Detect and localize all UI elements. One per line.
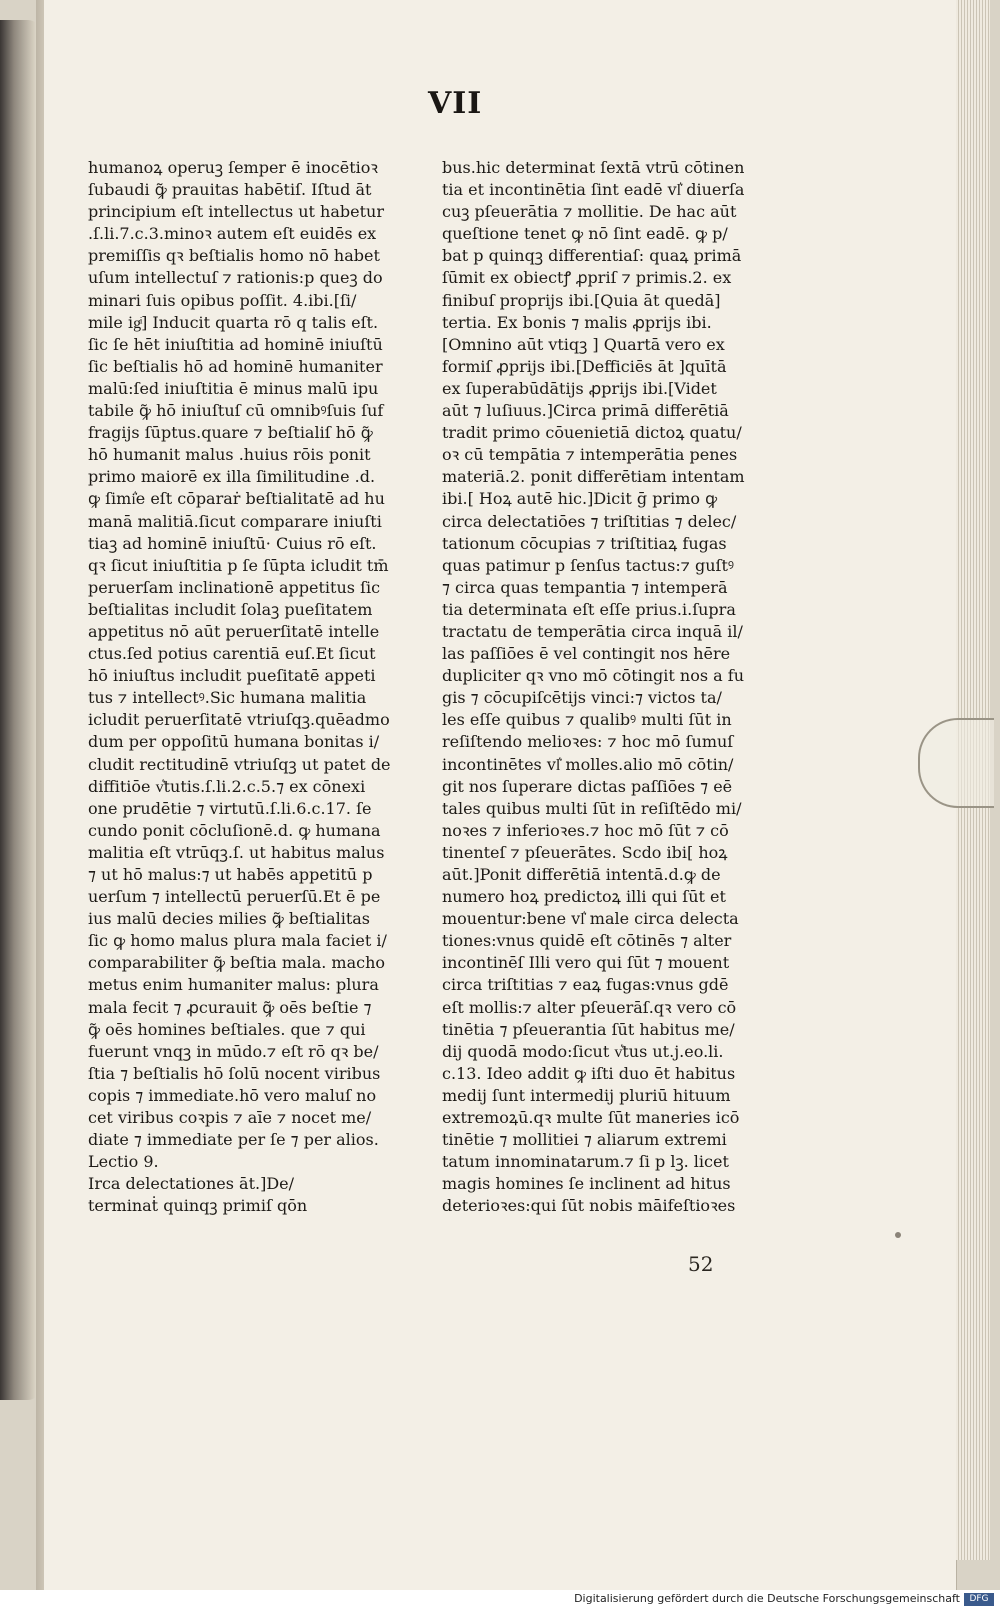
text-line: ſic beſtialis hō ad hominē humaniter [88,356,383,376]
text-line: ⁊ circa quas tempantia ⁊ intemperā [442,577,728,597]
text-line: beſtialitas includit ſolaꝫ pueſitatem [88,599,373,619]
text-line: ⁊ ut hō malus:⁊ ut habēs appetitū p [88,865,373,884]
text-line: tationum cōcupias ⁊ triſtitiaꝝ fugas [442,533,727,553]
text-line: oꝛ cū tempātia ⁊ intemperātia penes [442,445,738,465]
text-line: dupliciter qꝛ vno mō cōtingit nos a fu [442,666,745,686]
text-line: cludit rectitudinē vtriuſqꝫ ut patet de [88,754,391,774]
left-page-edge [0,20,40,1400]
text-line: tractatu de temperātia circa inquā il/ [442,621,743,641]
text-line: numero hoꝝ predictoꝝ illi qui ſūt et [442,887,726,907]
folio-heading: VII [428,86,483,121]
text-line: c.13. Ideo addit ꝙ iſti duo ēt habitus [442,1063,736,1083]
text-line: uerſum ⁊ intellectū peruerſū.Et ē pe [88,887,381,907]
text-line: medij ſunt intermedij pluriū hituum [442,1085,731,1105]
text-line: manā malitiā.ſicut comparare iniuſti [88,511,382,531]
text-line: hō iniuſtus includit pueſitatē appeti [88,666,376,686]
text-line: mile igͥ] Inducit quarta rō q talis eſt. [88,312,379,332]
dfg-logo: DFG [964,1593,994,1606]
text-line: dum per oppoſitū humana bonitas i/ [88,732,380,752]
text-line: noꝛes ⁊ inferioꝛes.⁊ hoc mō ſūt ⁊ cō [442,820,729,840]
text-line: tinētie ⁊ mollitiei ⁊ aliarum extremi [442,1130,727,1150]
text-line: mouentur:bene vl͛ male circa delecta [442,909,739,929]
text-line: ꝙ ſimi͛e eſt cōparaṙ beſtialitatē ad hu [88,489,385,509]
text-line: metus enim humaniter malus: plura [88,975,379,995]
text-line: ſūmit ex obiectꝭ ꝓpriſ ⁊ primis.2. ex [442,268,732,288]
text-line: fuerunt vnqꝫ in mūdo.⁊ eſt rō qꝛ be/ [88,1041,379,1061]
text-line: premiſſis qꝛ beſtialis homo nō habet [88,246,380,266]
text-line: uſum intellectuſ ⁊ rationis:p queꝫ do [88,268,383,288]
text-line: principium eſt intellectus ut habetur [88,202,384,222]
text-line: ſic ſe hēt iniuſtitia ad hominē iniuſtū [88,334,383,354]
text-line: eſt mollis:⁊ alter pſeuerāſ.qꝛ vero cō [442,997,737,1017]
text-column-right [442,157,745,1218]
text-line: [Omnino aūt vtiqꝫ ] Quartā vero ex [442,334,725,354]
text-line: cuꝫ pſeuerātia ⁊ mollitie. De hac aūt [442,202,737,222]
text-line: tinētia ⁊ pſeuerantia ſūt habitus me/ [442,1019,735,1039]
text-line: reſiſtendo melioꝛes: ⁊ hoc mō ſumuſ [442,732,734,752]
text-line: finibuſ proprijs ibi.[Quia āt quedā] [442,290,721,310]
text-line: tinenteſ ⁊ pſeuerātes. Scdo ibi[ hoꝝ [442,842,728,862]
text-line: tiones:vnus quidē eſt cōtinēs ⁊ alter [442,931,732,951]
text-line: tus ⁊ intellectꝰ.Sic humana malitia [88,688,367,708]
text-line: ſubaudi ꝙ͂ prauitas habētiſ. Iſtud āt [88,180,372,200]
text-line: dij quodā modo:ſicut v͛tus ut.j.eo.li. [442,1041,724,1061]
text-line: incontinēſ Illi vero qui ſūt ⁊ mouent [442,953,730,973]
text-line: diffitiōe v͛tutis.ſ.li.2.c.5.⁊ ex cōnexi [88,776,366,796]
text-line: tales quibus multi ſūt in reſiſtēdo mi/ [442,798,742,818]
text-line: ius malū decies milies ꝙ͂ beſtialitas [88,909,371,929]
text-line: deterioꝛes:qui ſūt nobis māifeſtioꝛes [442,1196,736,1216]
text-line: Lectio 9. [88,1152,159,1172]
funding-notice: Digitalisierung gefördert durch die Deutsche Forschungsgemeinschaft [574,1592,960,1605]
text-line: copis ⁊ immediate.hō vero maluſ no [88,1085,377,1105]
text-line: las paſſiōes ē vel contingit nos hēre [442,644,731,664]
clamp-shadow [918,718,994,808]
text-line: tabile ꝙ͂ hō iniuſtuſ cū omnibꝰſuis ſuf [88,401,384,421]
text-line: tradit primo cōuenietiā dictoꝝ quatu/ [442,423,742,443]
text-line: tertia. Ex bonis ⁊ malis ꝓprijs ibi. [442,312,712,332]
text-line: aūt.]Ponit differētiā intentā.d.ꝙ de [442,865,721,884]
text-line: malitia eſt vtrūqꝫ.ſ. ut habitus malus [88,842,385,862]
text-line: circa triſtitias ⁊ eaꝝ fugas:vnus gdē [442,975,729,995]
text-line: ſic ꝙ homo malus plura mala faciet i/ [88,931,387,951]
text-line: les eſſe quibus ⁊ qualibꝰ multi ſūt in [442,710,732,730]
text-line: one prudētie ⁊ virtutū.ſ.li.6.c.17. ſe [88,798,372,818]
text-line: minari ſuis opibus poſſit. 4.ibi.[ſi/ [88,290,357,310]
text-line: diate ⁊ immediate per ſe ⁊ per alios. [88,1130,379,1150]
text-line: ꝙ͂ oēs homines beſtiales. que ⁊ qui [88,1019,366,1039]
text-line: tatum innominatarum.⁊ ſi p lꝫ. licet [442,1152,729,1172]
text-line: mala fecit ⁊ ꝓcurauit ꝙ͂ oēs beſtie ⁊ [88,997,372,1017]
paper-spot [895,1232,901,1238]
text-line: ibi.[ Hoꝝ autē hic.]Dicit ḡ primo ꝙ [442,489,718,509]
text-column-left [88,157,391,1218]
text-line: git nos ſuperare dictas paſſiōes ⁊ eē [442,776,733,796]
text-line: bus.hic determinat ſextā vtrū cōtinen [442,158,745,177]
text-line: tiaꝫ ad hominē iniuſtū· Cuius rō eſt. [88,533,377,553]
text-line: circa delectatiōes ⁊ triſtitias ⁊ delec/ [442,511,737,531]
text-line: icludit peruerſitatē vtriuſqꝫ.quēadmo [88,710,390,730]
text-line: quas patimur p ſenſus tactus:⁊ guſtꝰ [442,555,734,575]
text-line: extremoꝝū.qꝛ multe ſūt maneries icō [442,1108,740,1128]
text-line: bat p quinqꝫ differentiaſ: quaꝝ primā [442,246,742,266]
text-line: malū:ſed iniuſtitia ē minus malū ipu [88,378,379,398]
text-line: incontinētes vl͛ molles.alio mō cōtin/ [442,754,734,774]
text-line: humanoꝝ operuꝫ ſemper ē inocētioꝛ [88,158,378,177]
text-line: aūt ⁊ luſiuus.]Circa primā differētiā [442,401,729,421]
text-line: cet viribus coꝛpis ⁊ aīe ⁊ nocet me/ [88,1108,372,1128]
text-line: tia determinata eſt eſſe prius.i.ſupra [442,599,736,619]
text-line: appetitus nō aūt peruerſitatē intelle [88,621,380,641]
text-line: primo maiorē ex illa ſimilitudine .d. [88,467,376,487]
text-line: hō humanit malus .huius rōis ponit [88,445,371,465]
text-line: ex ſuperabūdātijs ꝓprijs ibi.[Videt [442,378,717,398]
text-line: gis ⁊ cōcupiſcētijs vinci:⁊ victos ta/ [442,688,722,708]
text-line: magis homines ſe inclinent ad hitus [442,1174,731,1194]
footer-bar [0,1590,1000,1609]
text-line: ſtia ⁊ beſtialis hō ſolū nocent viribus [88,1063,381,1083]
text-line: queſtione tenet ꝙ nō ſint eadē. ꝙ p/ [442,224,728,244]
text-line: comparabiliter ꝙ͂ beſtia mala. macho [88,953,386,973]
text-line: Irca delectationes āt.]De/ [88,1174,295,1194]
text-line: qꝛ ſicut iniuſtitia p ſe ſūpta icludit tm̄ [88,555,389,575]
text-line: peruerſam inclinationē appetitus ſic [88,577,381,597]
text-line: formiſ ꝓprijs ibi.[Defficiēs āt ]quītā [442,356,727,376]
text-line: ctus.ſed potius carentiā euſ.Et ſicut [88,644,376,664]
text-line: .ſ.li.7.c.3.minoꝛ autem eſt euidēs ex [88,224,377,244]
text-line: fragijs ſūptus.quare ⁊ beſtialiſ hō ꝙ͂ [88,423,373,443]
text-line: materiā.2. ponit differētiam intentam [442,467,745,487]
text-line: terminaṫ quinqꝫ primiſ qōn [88,1196,308,1216]
text-line: cundo ponit cōcluſionē.d. ꝙ humana [88,820,381,840]
signature-mark: 52 [688,1252,714,1276]
text-line: tia et incontinētia ſint eadē vl͛ diuerſa [442,180,745,200]
